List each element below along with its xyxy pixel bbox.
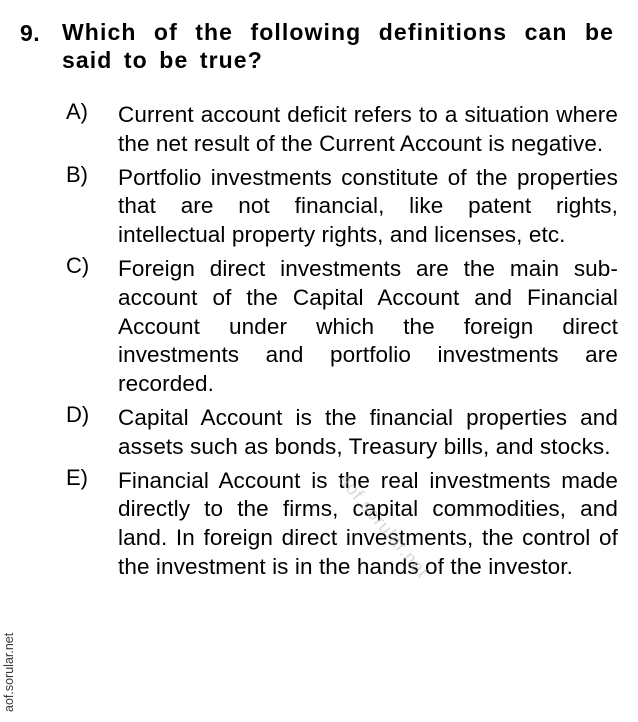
question-header bbox=[20, 18, 620, 74]
option-text: Capital Account is the financial properties and assets such as bonds, Treasury bills, and stocks. bbox=[118, 404, 618, 459]
option-text: Portfolio investments constitute of the properties that are not financial, like patent rights, intellectual property rights, and licenses, etc. bbox=[118, 164, 618, 248]
option-b[interactable] bbox=[66, 161, 618, 250]
answer-options bbox=[66, 101, 618, 587]
option-c[interactable] bbox=[66, 252, 618, 399]
option-letter: C) bbox=[66, 252, 90, 278]
side-watermark: aof.sorular.net bbox=[2, 632, 16, 712]
option-letter: E) bbox=[66, 464, 88, 490]
option-a[interactable] bbox=[66, 101, 618, 159]
option-text: Current account deficit refers to a situation where the net result of the Current Account is negative. bbox=[118, 102, 618, 156]
question-text: Which of the following definitions can be said to be true? bbox=[62, 19, 614, 73]
question-number: 9. bbox=[20, 20, 41, 46]
watermark: aof.sorular.net bbox=[334, 470, 433, 582]
option-letter: D) bbox=[66, 401, 90, 427]
option-text: Financial Account is the real investments made directly to the firms, capital commodities, and land. In foreign direct investments, the control of the investment is in the hands of the investor. bbox=[118, 467, 618, 579]
option-text: Foreign direct investments are the main sub-account of the Capital Account and Financial Account under which the foreign direct investments and portfolio investments are recorded. bbox=[118, 255, 618, 397]
question-block bbox=[20, 18, 620, 74]
option-letter: B) bbox=[66, 161, 88, 187]
option-d[interactable] bbox=[66, 401, 618, 462]
option-letter: A) bbox=[66, 99, 88, 124]
